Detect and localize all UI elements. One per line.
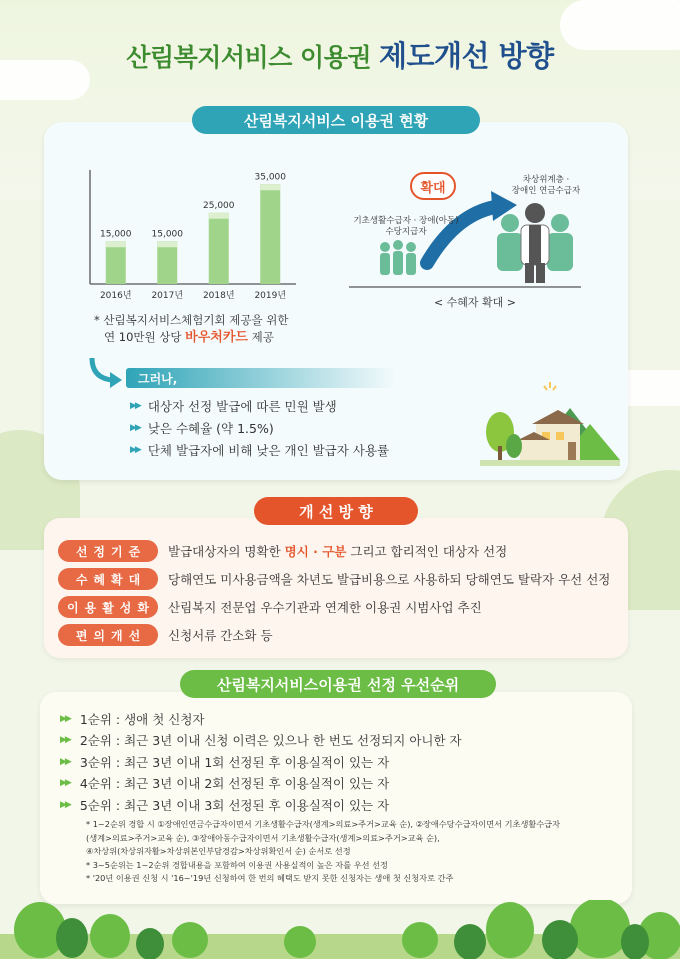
play-triangle-icon: ▶▶ (130, 423, 140, 433)
tick-label: 2016년 (99, 291, 132, 300)
tick-label: 2019년 (254, 291, 287, 300)
curved-arrow-icon (88, 356, 128, 390)
chart-bar-cap (209, 213, 229, 219)
improvement-tag: 편의개선 (58, 624, 158, 646)
data-label: 35,000 (254, 172, 286, 183)
page-title-part2: 제도개선 방향 (379, 39, 554, 73)
list-item (130, 417, 389, 439)
chart-bar-cap (106, 241, 126, 247)
chart-bar-cap (260, 184, 280, 190)
beneficiary-right-label-line2: 장애인 연금수급자 (511, 186, 581, 196)
improvement-highlight: 명시 · 구분 (284, 544, 347, 559)
issue-text: 단체 발급자에 비해 낮은 개인 발급자 사용률 (147, 443, 390, 458)
chart-bar (106, 241, 126, 284)
person-icon (497, 203, 573, 283)
play-triangle-icon: ▶▶ (60, 713, 70, 724)
improvement-text: 신청서류 간소화 등 (168, 628, 273, 643)
priority-note: (생계>의료>주거>교육 순), ③장애아동수급자이면서 기초생활수급자(생계>의료>주거>교육 순), (86, 832, 440, 843)
beneficiary-right-label-line1: 차상위계층 · (522, 175, 570, 185)
ground (480, 460, 620, 466)
voucher-note-line2 (94, 329, 288, 346)
list-item (60, 794, 462, 816)
issue-list (130, 395, 389, 461)
priority-text: 2순위 : 최근 3년 이내 신청 이력은 있으나 한 번도 선정되지 아니한 자 (79, 733, 462, 749)
chart-bar (157, 241, 177, 284)
list-item (60, 708, 462, 730)
priority-note: * 3~5순위는 1~2순위 경합내용을 포함하여 이용권 사용실적이 높은 자를 우선 선정 (86, 859, 388, 870)
list-item (60, 730, 462, 752)
priority-note: * '20년 이용권 신청 시 '16~'19년 신청하여 한 번의 혜택도 받지 못한 신청자는 생애 첫 신청자로 간주 (86, 873, 454, 883)
play-triangle-icon: ▶▶ (60, 778, 70, 789)
play-triangle-icon: ▶▶ (60, 735, 70, 746)
tick-label: 2018년 (202, 291, 235, 300)
priority-text: 4순위 : 최근 3년 이내 2회 선정된 후 이용실적이 있는 자 (79, 776, 390, 792)
page-title-part1: 산림복지서비스 이용권 (126, 43, 372, 72)
improvement-tag: 이용활성화 (58, 596, 158, 618)
improvement-section-label: 개 선 방 향 (254, 497, 418, 525)
data-label: 15,000 (151, 229, 183, 240)
page-title (0, 34, 680, 75)
voucher-note-suffix: 제공 (247, 330, 274, 344)
list-item (60, 751, 462, 773)
forest-illustration (0, 900, 680, 959)
people-icon (380, 240, 416, 275)
play-triangle-icon: ▶▶ (130, 401, 140, 411)
village-illustration (480, 380, 620, 480)
tick-label: 2017년 (151, 291, 184, 300)
list-item (130, 439, 389, 461)
priority-text: 1순위 : 생애 첫 신청자 (79, 711, 205, 727)
issue-text: 대상자 선정 발급에 따른 민원 발생 (147, 399, 337, 414)
voucher-card-highlight: 바우처카드 (185, 330, 248, 345)
priority-section-label: 산림복지서비스이용권 선정 우선순위 (180, 670, 496, 698)
play-triangle-icon: ▶▶ (60, 756, 70, 767)
beneficiary-right-label (496, 175, 596, 197)
improvement-text-prefix: 발급대상자의 명확한 (168, 544, 285, 559)
priority-list (60, 708, 462, 816)
play-triangle-icon: ▶▶ (60, 799, 70, 810)
improvement-row (58, 596, 482, 618)
play-triangle-icon: ▶▶ (130, 445, 140, 455)
list-item (130, 395, 389, 417)
improvement-tag: 수혜확대 (58, 568, 158, 590)
improvement-text: 산림복지 전문업 우수기관과 연계한 이용권 시범사업 추진 (168, 600, 482, 615)
beneficiary-left-label-line2: 수당지급자 (385, 227, 427, 237)
improvement-tag: 선정기준 (58, 540, 158, 562)
voucher-note (94, 312, 288, 346)
priority-note: * 1~2순위 경합 시 ①장애인연금수급자이면서 기초생활수급자(생계>의료>주거>교육 순), ②장애수당수급자이면서 기초생활수급자 (86, 819, 560, 829)
priority-text: 3순위 : 최근 3년 이내 1회 선정된 후 이용실적이 있는 자 (79, 754, 390, 770)
issue-text: 낮은 수혜율 (약 1.5%) (147, 421, 274, 436)
voucher-note-line1: * 산림복지서비스체험기회 제공을 위한 (94, 313, 289, 327)
improvement-text: 당해연도 미사용금액을 차년도 발급비용으로 사용하되 당해연도 탈락자 우선 선정 (168, 572, 611, 587)
priority-text: 5순위 : 최근 3년 이내 3회 선정된 후 이용실적이 있는 자 (79, 797, 390, 813)
chart-bar-cap (157, 241, 177, 247)
voucher-bar-chart (82, 160, 304, 300)
chart-bar (260, 184, 280, 284)
beneficiary-left-label (352, 216, 460, 238)
tree-icon (486, 412, 522, 460)
priority-notes (86, 818, 616, 886)
improvement-row (58, 540, 507, 562)
data-label: 25,000 (203, 200, 235, 211)
beneficiary-caption: < 수혜자 확대 > (433, 296, 517, 309)
chart-bar (209, 213, 229, 284)
improvement-text-suffix: 그리고 합리적인 대상자 선정 (346, 544, 508, 559)
expand-badge: 확대 (410, 172, 456, 200)
improvement-row (58, 568, 610, 590)
improvement-text (168, 542, 507, 560)
however-banner: 그러나, (126, 368, 396, 388)
beneficiary-left-label-line1: 기초생활수급자 · 장애(아동) (353, 216, 459, 226)
data-label: 15,000 (100, 229, 132, 240)
sun-icon (544, 382, 556, 390)
list-item (60, 773, 462, 795)
improvement-row (58, 624, 273, 646)
priority-note: ④차상위(차상위자활>차상위본인부담경감>차상위확인서 순) 순서로 선정 (86, 846, 351, 856)
status-section-label: 산림복지서비스 이용권 현황 (192, 106, 480, 134)
voucher-note-prefix: 연 10만원 상당 (104, 330, 186, 344)
